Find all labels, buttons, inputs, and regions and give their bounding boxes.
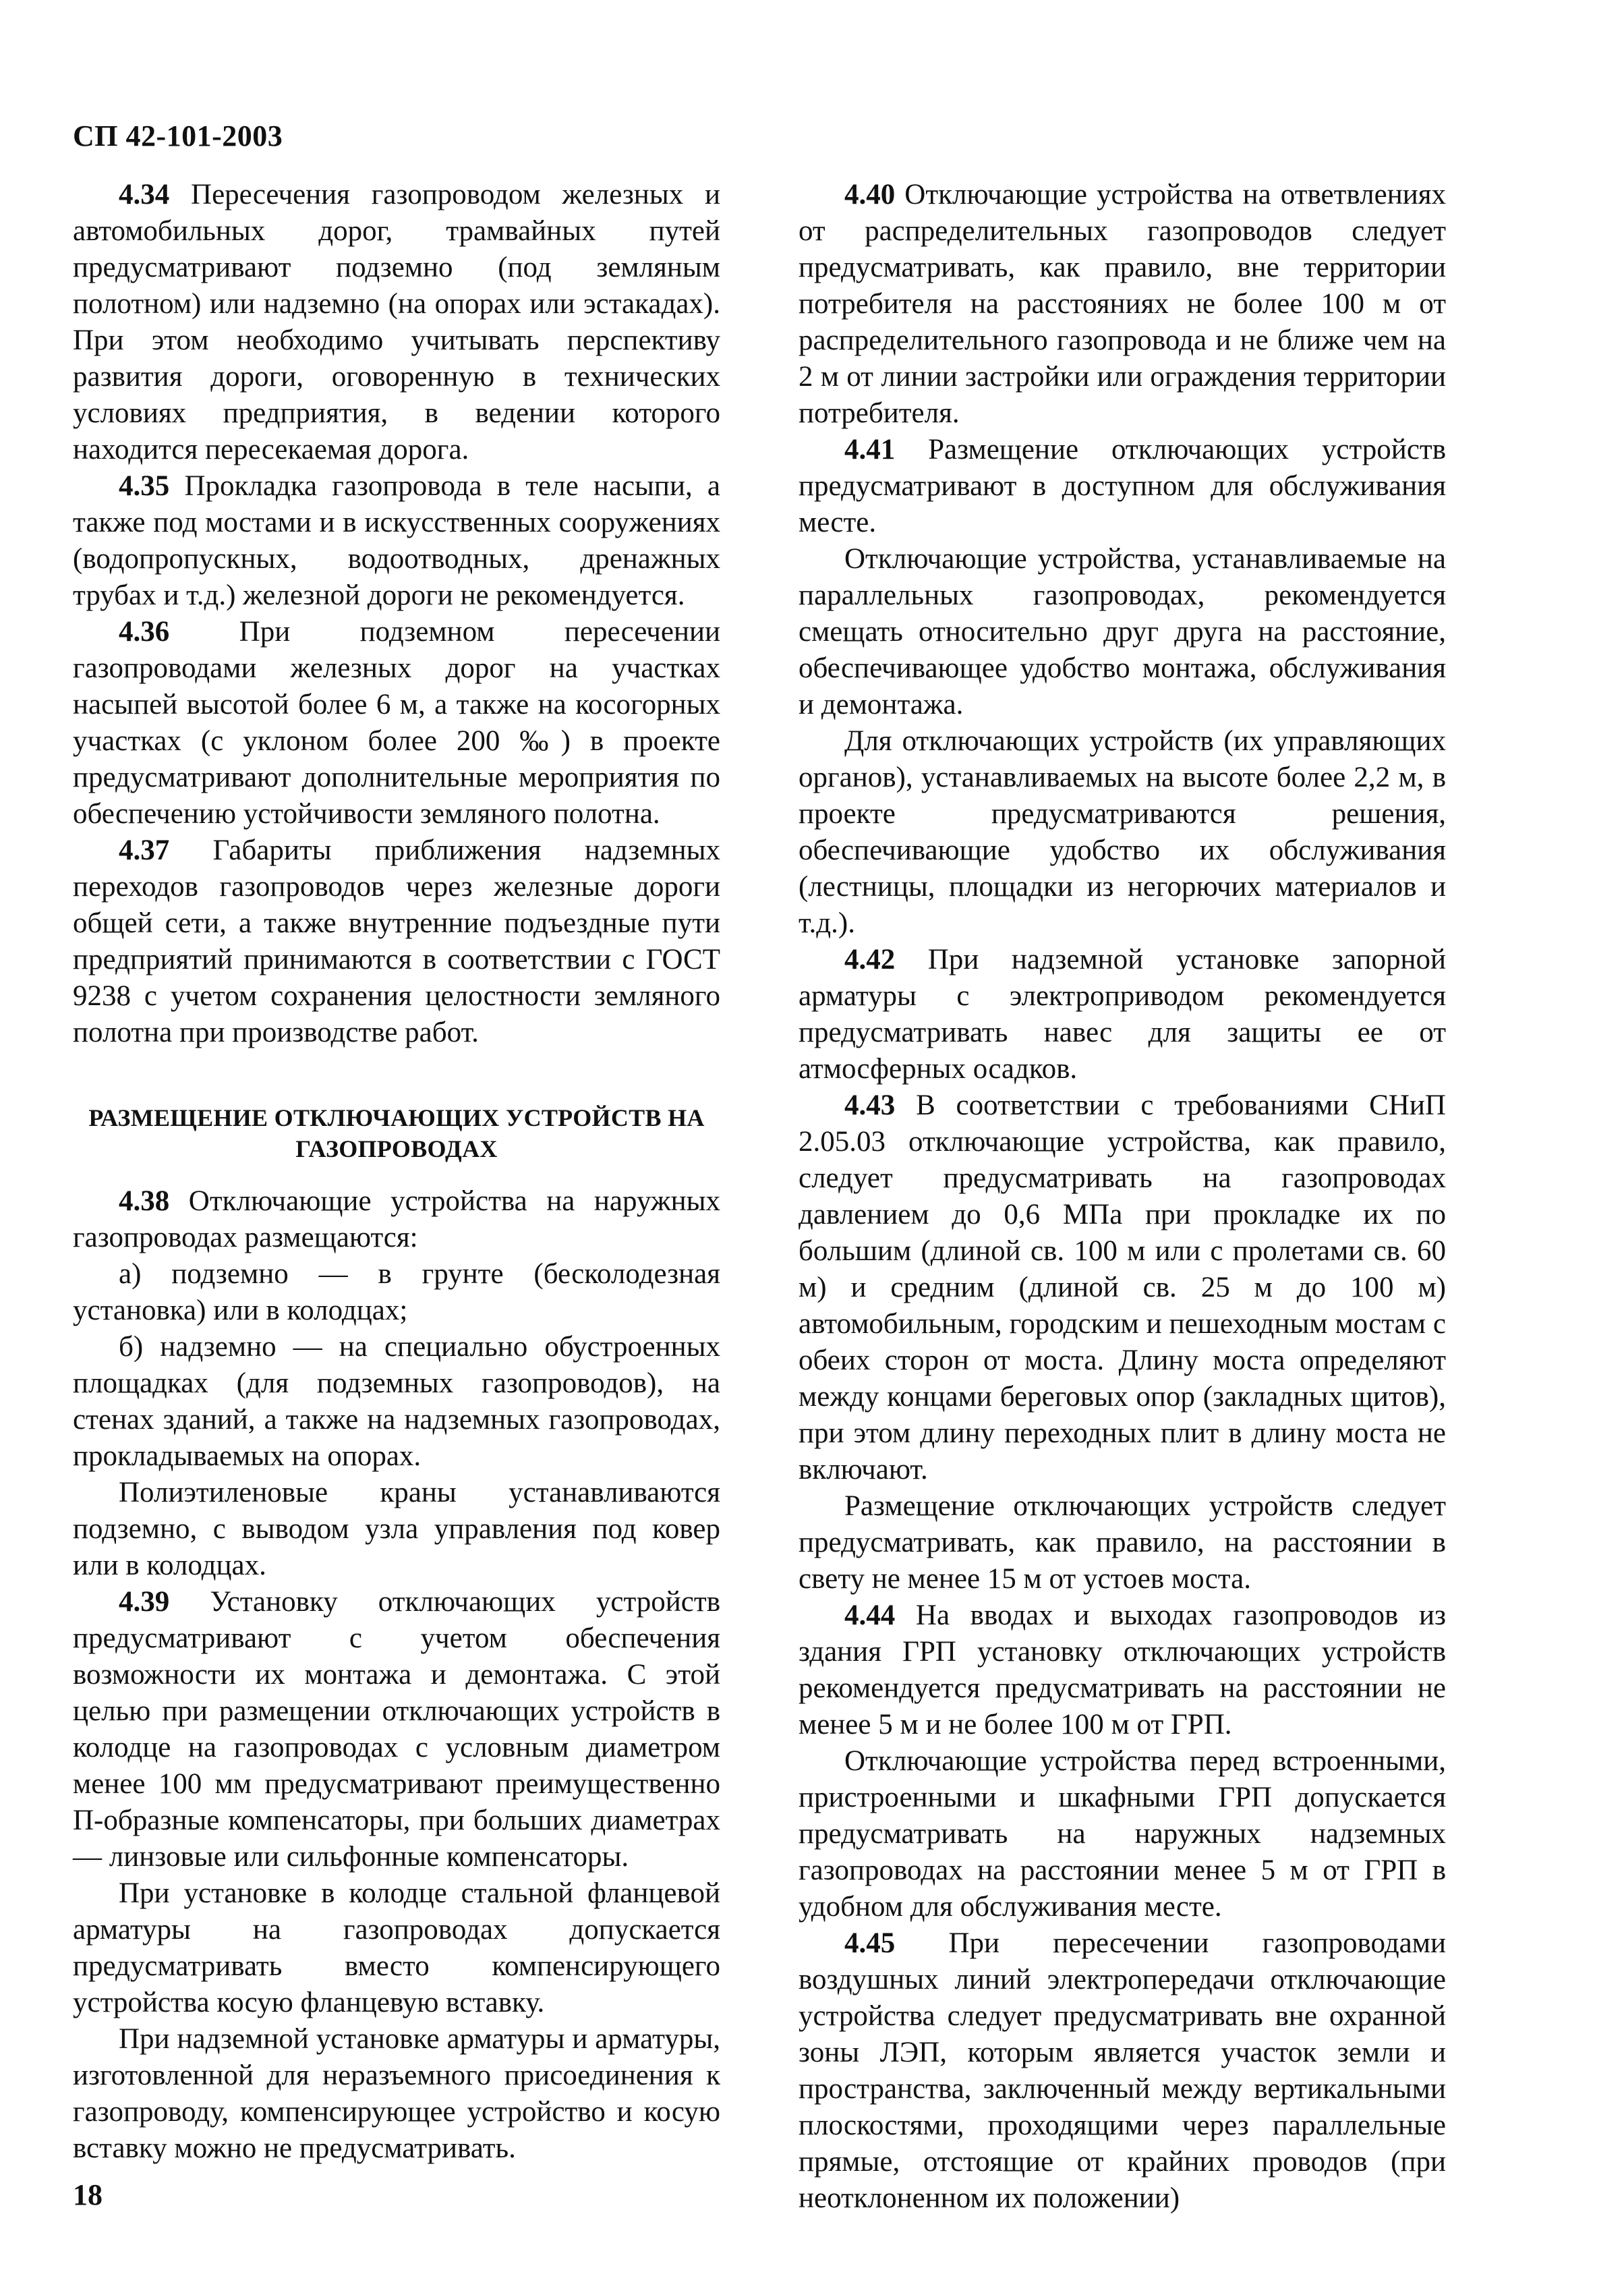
paragraph-4-44 [799,1597,1446,1743]
clause-text: При подземном пересечении газопроводами железных дорог на участках насыпей высотой более 6 м, а также на косогорных участках (с уклоном более 200 ‰) в проекте предусматривают дополнительные мероприятия по обеспечению устойчивости земляного полотна. [73,616,720,830]
paragraph-4-40 [799,177,1446,432]
clause-text: При пересечении газопроводами воздушных линий электропередачи отключающие устройства следует предусматривать вне охранной зоны ЛЭП, которым является участок земли и пространства, заключенный между вертикальными плоскостями, проходящими через параллельные прямые, отстоящие от крайних проводов (при неотклоненном их положении) [799,1927,1446,2214]
paragraph-4-45 [799,1925,1446,2217]
clause-number: 4.34 [119,179,170,210]
clause-number: 4.35 [119,470,170,502]
clause-number: 4.45 [844,1927,896,1959]
paragraph-parallel-pipes: Отключающие устройства, устанавливаемые на параллельных газопроводах, рекомендуется смещать относительно друг друга на расстояние, обеспечивающее удобство монтажа, обслуживания и демонтажа. [799,543,1446,720]
clause-text: На вводах и выходах газопроводов из здания ГРП установку отключающих устройств рекомендуется предусматривать на расстоянии не менее 5 м и не более 100 м от ГРП. [799,1599,1446,1740]
clause-text: В соответствии с требованиями СНиП 2.05.03 отключающие устройства, как правило, следует предусматривать на газопроводах давлением до 0,6 МПа при прокладке их по большим (длиной св. 100 м или с пролетами св. 60 м) и средним (длиной св. 25 м до 100 м) автомобильным, городским и пешеходным мостам с обеих сторон от моста. Длину моста определяют между концами береговых опор (закладных щитов), при этом длину переходных плит в длину моста не включают. [799,1089,1446,1485]
clause-text: Прокладка газопровода в теле насыпи, а также под мостами и в искусственных сооружениях (водопропускных, водоотводных, дренажных трубах и т.д.) железной дороги не рекомендуется. [73,470,720,611]
paragraph-height-devices: Для отключающих устройств (их управляющих органов), устанавливаемых на высоте более 2,2 м, в проекте предусматриваются решения, обеспечивающие удобство их обслуживания (лестницы, площадки из негорючих материалов и т.д.). [799,725,1446,939]
clause-text: Размещение отключающих устройств предусматривают в доступном для обслуживания месте. [799,434,1446,538]
list-item-b: б) надземно — на специально обустроенных площадках (для подземных газопроводов), на стенах зданий, а также на надземных газопроводах, прокладываемых на опорах. [73,1331,720,1472]
clause-text: Пересечения газопроводом железных и автомобильных дорог, трамвайных путей предусматривают подземно (под земляным полотном) или надземно (на опорах или эстакадах). При этом необходимо учитывать перспективу развития дороги, оговоренную в технических условиях предприятия, в ведении которого находится пересекаемая дорога. [73,179,720,465]
paragraph-bridge-distance: Размещение отключающих устройств следует предусматривать, как правило, на расстоянии в свету не менее 15 м от устоев моста. [799,1490,1446,1595]
paragraph-4-34 [73,177,720,468]
paragraph-4-38 [73,1183,720,1256]
clause-text: Установку отключающих устройств предусматривают с учетом обеспечения возможности их монтажа и демонтажа. С этой целью при размещении отключающих устройств в колодце на газопроводах с условным диаметром менее 100 мм предусматривают преимущественно П-образные компенсаторы, при больших диаметрах — линзовые или сильфонные компенсаторы. [73,1586,720,1873]
clause-text: Отключающие устройства на наружных газопроводах размещаются: [73,1185,720,1253]
paragraph-4-37 [73,832,720,1051]
paragraph-grp-devices: Отключающие устройства перед встроенными, пристроенными и шкафными ГРП допускается предусматривать на наружных надземных газопроводах на расстоянии менее 5 м от ГРП в удобном для обслуживания месте. [799,1745,1446,1923]
paragraph-4-36 [73,614,720,832]
clause-text: Габариты приближения надземных переходов газопроводов через железные дороги общей сети, а также внутренние подъездные пути предприятий принимаются в соответствии с ГОСТ 9238 с учетом сохранения целостности земляного полотна при производстве работ. [73,834,720,1048]
clause-number: 4.42 [844,944,896,975]
clause-number: 4.38 [119,1185,170,1217]
clause-number: 4.41 [844,434,896,465]
paragraph-4-35 [73,468,720,614]
section-heading: РАЗМЕЩЕНИЕ ОТКЛЮЧАЮЩИХ УСТРОЙСТВ НА ГАЗОПРОВОДАХ [88,1104,705,1162]
paragraph-4-41 [799,432,1446,541]
clause-number: 4.40 [844,179,896,210]
document-code: СП 42-101-2003 [73,119,283,152]
right-column [799,177,1446,2217]
left-column [73,177,720,2167]
clause-number: 4.37 [119,834,170,866]
paragraph-above-ground-install: При надземной установке арматуры и арматуры, изготовленной для неразъемного присоединения к газопроводу, компенсирующее устройство и косую вставку можно не предусматривать. [73,2023,720,2164]
page-number: 18 [73,2178,103,2211]
paragraph-flange-insert: При установке в колодце стальной фланцевой арматуры на газопроводах допускается предусматривать вместо компенсирующего устройства косую фланцевую вставку. [73,1877,720,2018]
paragraph-polyethylene-valves: Полиэтиленовые краны устанавливаются подземно, с выводом узла управления под ковер или в колодцах. [73,1477,720,1581]
clause-number: 4.44 [844,1599,896,1631]
clause-number: 4.43 [844,1089,896,1121]
clause-text: При надземной установке запорной арматуры с электроприводом рекомендуется предусматривать навес для защиты ее от атмосферных осадков. [799,944,1446,1085]
list-item-a: а) подземно — в грунте (бесколодезная установка) или в колодцах; [73,1258,720,1326]
clause-text: Отключающие устройства на ответвлениях от распределительных газопроводов следует предусматривать, как правило, вне территории потребителя на расстояниях не более 100 м от распределительного газопровода и не ближе чем на 2 м от линии застройки или ограждения территории потребителя. [799,179,1446,429]
clause-number: 4.39 [119,1586,170,1618]
clause-number: 4.36 [119,616,170,648]
paragraph-4-43 [799,1087,1446,1488]
paragraph-4-42 [799,942,1446,1087]
paragraph-4-39 [73,1584,720,1875]
